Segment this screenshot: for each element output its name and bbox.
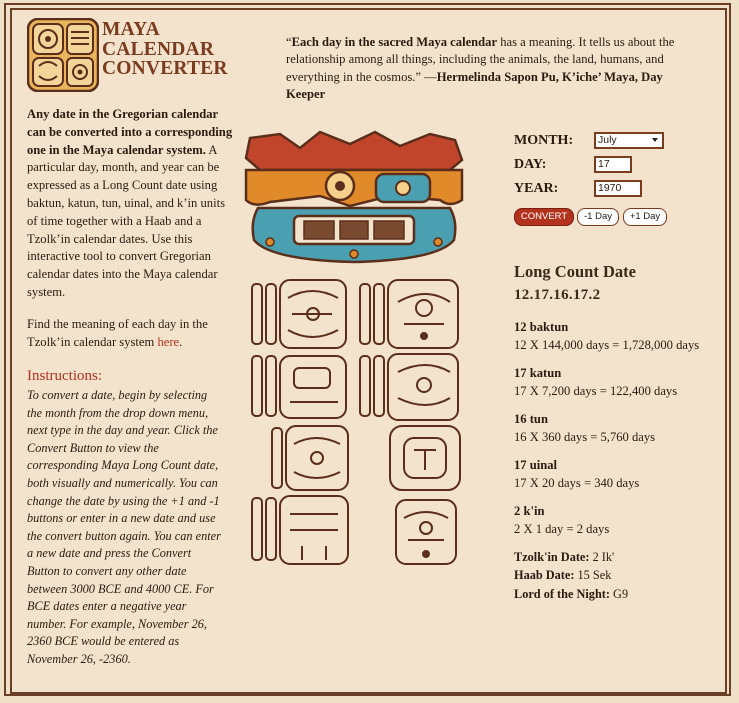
long-count-value: 12.17.16.17.2 bbox=[514, 287, 601, 303]
quote-attribution: Hermelinda Sapon Pu, K’iche’ Maya, Day Keeper bbox=[286, 69, 663, 102]
intro-paragraph bbox=[27, 106, 233, 302]
lord-of-night-value: G9 bbox=[609, 586, 629, 601]
unit-uinal bbox=[514, 456, 639, 492]
calendar-dates bbox=[514, 548, 628, 603]
unit-baktun-name: 12 baktun bbox=[514, 320, 569, 334]
haab-date-value: 15 Sek bbox=[574, 568, 612, 583]
intro-quote bbox=[286, 34, 678, 104]
long-count-title: Long Count Date bbox=[514, 262, 636, 281]
unit-tun-name: 16 tun bbox=[514, 412, 548, 426]
tzolkin-date bbox=[514, 548, 628, 566]
unit-kin bbox=[514, 502, 609, 538]
uinal-glyph bbox=[360, 354, 458, 420]
app-title-line-2: CALENDAR bbox=[102, 38, 215, 60]
instructions-body: To convert a date, begin by selecting the month from the drop down menu, next type in the day and year. Click the Convert Button to view the corresponding Maya Long Count date, both visually and numerically. You can change the date by using the +1 and -1 buttons or enter in a new date and use the convert button again. You can enter a new date and press the Convert Button to convert any other date between 3000 BCE and 4000 CE. For BCE dates enter a negative year number. For example, November 26, 2360 BCE would be entered as November 26, -2360. bbox=[27, 388, 221, 666]
month-label: MONTH: bbox=[514, 133, 574, 148]
minus-one-day-button[interactable]: -1 Day bbox=[577, 208, 619, 226]
unit-kin-name: 2 k'in bbox=[514, 504, 545, 518]
month-select[interactable] bbox=[594, 132, 664, 149]
unit-katun-name: 17 katun bbox=[514, 366, 562, 380]
month-select-value: July bbox=[598, 134, 617, 146]
unit-tun-calc: 16 X 360 days = 5,760 days bbox=[514, 430, 656, 444]
haab-date-label: Haab Date: bbox=[514, 568, 575, 583]
intro-text: A particular day, month, and year can be expressed as a Long Count date using baktun, katun, tun, uinal, and k’in units of time together with a Haab and a Tzolk’in calendar dates. Use this interactive tool to convert Gregorian calendar dates into the Maya calendar system. bbox=[27, 142, 225, 299]
app-title bbox=[102, 20, 228, 79]
unit-katun-calc: 17 X 7,200 days = 122,400 days bbox=[514, 384, 678, 398]
unit-katun bbox=[514, 364, 677, 400]
tzolkin-note-text: Find the meaning of each day in the Tzolk’in calendar system bbox=[27, 317, 208, 349]
katun-glyph bbox=[360, 280, 458, 348]
unit-uinal-name: 17 uinal bbox=[514, 458, 558, 472]
quote-text: has a meaning. It tells us about the relationship among all things, including the animals, the land, humans, and everything in the cosmos.” — bbox=[286, 35, 675, 84]
lord-of-night-label: Lord of the Night: bbox=[514, 586, 610, 601]
tun-glyph bbox=[252, 356, 346, 418]
convert-button[interactable]: CONVERT bbox=[514, 208, 574, 226]
year-input[interactable]: 1970 bbox=[594, 180, 642, 197]
app-title-line-1: MAYA bbox=[102, 19, 160, 40]
haab-glyph bbox=[252, 496, 348, 564]
introductory-glyph-icon bbox=[240, 130, 468, 266]
long-count-glyphs bbox=[248, 278, 476, 568]
unit-baktun bbox=[514, 318, 699, 354]
unit-kin-calc: 2 X 1 day = 2 days bbox=[514, 522, 610, 536]
baktun-glyph bbox=[252, 280, 346, 348]
kin-glyph bbox=[272, 426, 348, 490]
quote-open-mark: “ bbox=[286, 35, 292, 49]
unit-uinal-calc: 17 X 20 days = 340 days bbox=[514, 476, 640, 490]
plus-one-day-button[interactable]: +1 Day bbox=[623, 208, 667, 226]
tzolkin-note-after: . bbox=[179, 334, 183, 349]
lord-of-night-glyph bbox=[396, 500, 456, 564]
year-label: YEAR: bbox=[514, 181, 559, 196]
maya-calendar-logo-icon bbox=[27, 18, 99, 92]
day-label: DAY: bbox=[514, 157, 547, 172]
quote-lead: Each day in the sacred Maya calendar bbox=[291, 35, 498, 49]
unit-baktun-calc: 12 X 144,000 days = 1,728,000 days bbox=[514, 338, 700, 352]
lord-of-night bbox=[514, 585, 628, 603]
instructions-heading: Instructions: bbox=[27, 368, 102, 384]
app-title-line-3: CONVERTER bbox=[102, 58, 228, 79]
tzolkin-date-value: 2 Ik' bbox=[589, 550, 615, 564]
day-input[interactable]: 17 bbox=[594, 156, 632, 173]
tzolkin-day-glyph bbox=[390, 426, 460, 490]
tzolkin-date-label: Tzolk'in Date: bbox=[514, 550, 590, 564]
tzolkin-note bbox=[27, 316, 233, 352]
chevron-down-icon bbox=[652, 138, 658, 142]
haab-date bbox=[514, 566, 628, 584]
tzolkin-here-link[interactable]: here bbox=[157, 334, 180, 349]
intro-bold: Any date in the Gregorian calendar can be converted into a corresponding one in the Maya calendar system. bbox=[27, 107, 233, 157]
unit-tun bbox=[514, 410, 655, 446]
